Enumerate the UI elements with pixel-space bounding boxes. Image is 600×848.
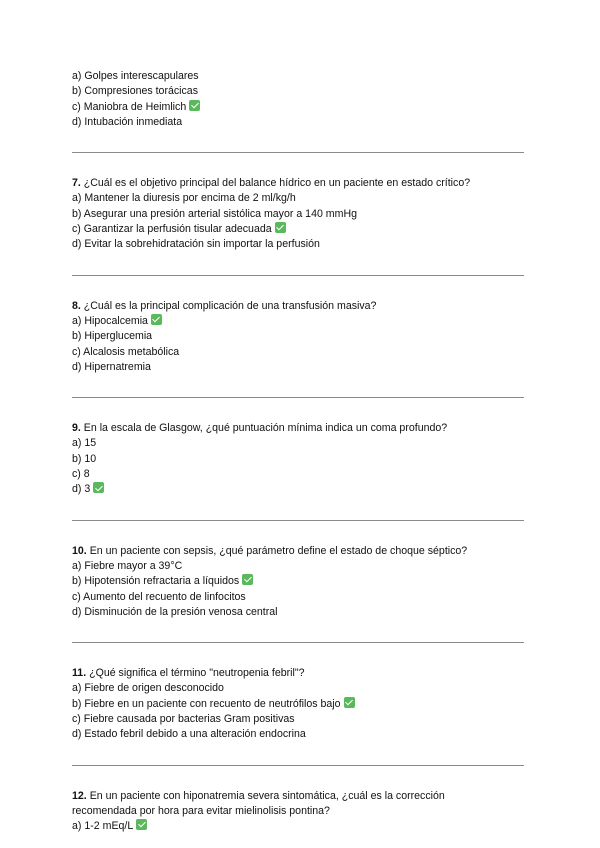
spacer bbox=[72, 766, 524, 789]
check-mark-icon bbox=[189, 100, 200, 111]
answer-option bbox=[72, 100, 524, 115]
answer-option-text: a) Fiebre mayor a 39°C bbox=[72, 559, 183, 572]
question-text bbox=[72, 299, 524, 314]
answer-option bbox=[72, 69, 524, 84]
check-mark-icon bbox=[275, 222, 286, 233]
answer-option bbox=[72, 697, 524, 712]
answer-option bbox=[72, 559, 524, 574]
question-number: 11. bbox=[72, 667, 87, 680]
answer-option-text: d) Disminución de la presión venosa central bbox=[72, 605, 278, 618]
answer-option-text: b) Fiebre en un paciente con recuento de neutrófilos bajo bbox=[72, 697, 341, 710]
question-line: En un paciente con sepsis, ¿qué parámetro define el estado de choque séptico? bbox=[89, 544, 468, 557]
answer-option-text: a) 1-2 mEq/L bbox=[72, 820, 134, 833]
question-text bbox=[72, 804, 524, 819]
answer-option-text: a) 15 bbox=[72, 437, 97, 450]
answer-option bbox=[72, 222, 524, 237]
answer-option-text: d) Estado febril debido a una alteración endocrina bbox=[72, 728, 306, 741]
answer-option-text: c) Garantizar la perfusión tisular adecuada bbox=[72, 223, 272, 236]
check-mark-icon bbox=[93, 482, 104, 493]
answer-option bbox=[72, 360, 524, 375]
question-line: ¿Cuál es la principal complicación de una transfusión masiva? bbox=[83, 299, 377, 312]
answer-option-text: b) Hipotensión refractaria a líquidos bbox=[72, 575, 240, 588]
question-number: 8. bbox=[72, 299, 81, 312]
question-number: 9. bbox=[72, 422, 81, 435]
answer-option-text: b) Compresiones torácicas bbox=[72, 85, 198, 98]
check-mark-icon bbox=[136, 819, 147, 830]
question-line: En un paciente con hiponatremia severa sintomática, ¿cuál es la corrección bbox=[89, 789, 445, 802]
answer-option bbox=[72, 207, 524, 222]
spacer bbox=[72, 130, 524, 152]
question-block bbox=[72, 544, 524, 620]
spacer bbox=[72, 643, 524, 666]
answer-option bbox=[72, 467, 524, 482]
answer-option-text: a) Hipocalcemia bbox=[72, 314, 148, 327]
answer-option bbox=[72, 115, 524, 130]
question-text bbox=[72, 666, 524, 681]
answer-option bbox=[72, 727, 524, 742]
question-text bbox=[72, 421, 524, 436]
answer-option bbox=[72, 345, 524, 360]
answer-option-text: d) Hipernatremia bbox=[72, 360, 151, 373]
answer-option-text: c) Maniobra de Heimlich bbox=[72, 100, 187, 113]
question-block bbox=[72, 299, 524, 375]
answer-option bbox=[72, 452, 524, 467]
question-block bbox=[72, 789, 524, 835]
spacer bbox=[72, 521, 524, 544]
answer-option bbox=[72, 590, 524, 605]
spacer bbox=[72, 498, 524, 520]
answer-option-text: d) Evitar la sobrehidratación sin importar la perfusión bbox=[72, 238, 320, 251]
question-block bbox=[72, 666, 524, 742]
answer-option bbox=[72, 436, 524, 451]
document-page bbox=[72, 69, 524, 835]
question-number: 12. bbox=[72, 789, 87, 802]
answer-option-text: c) Fiebre causada por bacterias Gram positivas bbox=[72, 713, 295, 726]
question-text bbox=[72, 544, 524, 559]
spacer bbox=[72, 375, 524, 397]
answer-option-text: c) Aumento del recuento de linfocitos bbox=[72, 590, 246, 603]
answer-option-text: c) 8 bbox=[72, 468, 90, 481]
spacer bbox=[72, 743, 524, 765]
question-text bbox=[72, 176, 524, 191]
answer-option-text: a) Fiebre de origen desconocido bbox=[72, 682, 224, 695]
question-number: 7. bbox=[72, 177, 81, 190]
answer-option bbox=[72, 574, 524, 589]
answer-option bbox=[72, 681, 524, 696]
answer-option bbox=[72, 482, 524, 497]
previous-question-options bbox=[72, 69, 524, 130]
question-text bbox=[72, 789, 524, 804]
answer-option bbox=[72, 237, 524, 252]
answer-option-text: a) Mantener la diuresis por encima de 2 ml/kg/h bbox=[72, 192, 296, 205]
check-mark-icon bbox=[151, 314, 162, 325]
spacer bbox=[72, 398, 524, 421]
answer-option bbox=[72, 605, 524, 620]
answer-option bbox=[72, 314, 524, 329]
question-line: ¿Qué significa el término "neutropenia febril"? bbox=[89, 667, 305, 680]
answer-option-text: a) Golpes interescapulares bbox=[72, 70, 199, 82]
answer-option bbox=[72, 329, 524, 344]
question-block bbox=[72, 421, 524, 497]
question-block bbox=[72, 176, 524, 252]
question-line: En la escala de Glasgow, ¿qué puntuación mínima indica un coma profundo? bbox=[83, 422, 448, 435]
answer-option-text: b) 10 bbox=[72, 452, 97, 465]
spacer bbox=[72, 253, 524, 275]
answer-option-text: c) Alcalosis metabólica bbox=[72, 345, 180, 358]
spacer bbox=[72, 620, 524, 642]
spacer bbox=[72, 276, 524, 299]
answer-option bbox=[72, 819, 524, 834]
question-line: recomendada por hora para evitar mielinolisis pontina? bbox=[72, 804, 330, 817]
answer-option bbox=[72, 712, 524, 727]
answer-option bbox=[72, 191, 524, 206]
question-number: 10. bbox=[72, 544, 87, 557]
check-mark-icon bbox=[344, 697, 355, 708]
spacer bbox=[72, 153, 524, 176]
question-line: ¿Cuál es el objetivo principal del balance hídrico en un paciente en estado crítico? bbox=[83, 177, 471, 190]
check-mark-icon bbox=[242, 574, 253, 585]
answer-option-text: b) Asegurar una presión arterial sistólica mayor a 140 mmHg bbox=[72, 207, 357, 220]
answer-option-text: b) Hiperglucemia bbox=[72, 330, 153, 343]
answer-option-text: d) Intubación inmediata bbox=[72, 115, 183, 128]
answer-option bbox=[72, 84, 524, 99]
answer-option-text: d) 3 bbox=[72, 483, 91, 496]
